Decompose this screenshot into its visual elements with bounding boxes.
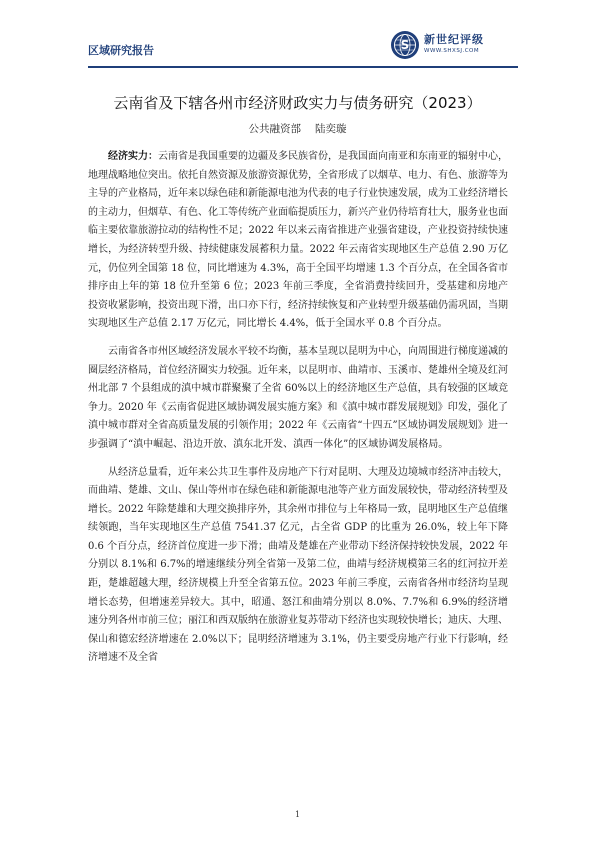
report-title: 云南省及下辖各州市经济财政实力与债务研究（2023） (113, 94, 482, 112)
logo-globe-icon (390, 30, 420, 60)
logo-url: WWW.SHXSJ.COM (424, 48, 480, 54)
paragraph-regional-pattern (88, 343, 508, 455)
author-department: 公共融资部 (248, 123, 301, 135)
company-logo (390, 28, 518, 64)
author-name: 陆奕璇 (315, 123, 347, 135)
paragraph-text: 云南省各市州区域经济发展水平较不均衡，基本呈现以昆明为中心，向周围进行梯度递减的圈层经济格局，首位经济圈实力较强。近年来，以昆明市、曲靖市、玉溪市、楚雄州全境及红河州北部 7 个县组成的滇中城市群聚聚了全省 60%以上的经济地区生产总值，具有较强的区域竞争力。2020 年《云南省促进区域协调发展实施方案》和《滇中城市群发展规划》印发，强化了滇中城市群对全省高质量发展的引领作用；2022 年《云南省“十四五”区域协调发展规划》进一步强调了“滇中崛起、沿边开放、滇东北开发、滇西一体化”的区域协调发展格局。 (88, 345, 508, 450)
paragraph-economic-strength (88, 148, 508, 334)
paragraph-text: 从经济总量看，近年来公共卫生事件及房地产下行对昆明、大理及边境城市经济冲击较大，而曲靖、楚雄、文山、保山等州市在绿色硅和新能源电池等产业方面发展较快，带动经济转型及增长。2022 年除楚雄和大理交换排序外，其余州市排位与上年格局一致，昆明地区生产总值继续领跑，当年实现地区生产总值 7541.37 亿元，占全省 GDP 的比重为 26.0%，较上年下降 0.6 个百分点，经济首位度进一步下滑；曲靖及楚雄在产业带动下经济保持较快发展，2022 年分别以 8.1%和 6.7%的增速继续分列全省第一及第二位，曲靖与经济规模第三名的红河拉开差距，楚雄超越大理，经济规模上升至全省第五位。2023 年前三季度，云南省各州市经济均呈现增长态势，但增速差异较大。其中，昭通、怒江和曲靖分别以 8.0%、7.7%和 6.9%的经济增速分列各州市前三位；丽江和西双版纳在旅游业复苏带动下经济也实现较快增长；迪庆、大理、保山和德宏经济增速在 2.0%以下；昆明经济增速为 3.1%，仍主要受房地产行业下行影响，经济增速不及全省 (88, 466, 508, 664)
page-number: 1 (294, 810, 301, 819)
author-line (0, 121, 595, 136)
header-divider (88, 66, 518, 68)
paragraph-economic-scale (88, 464, 508, 669)
report-header (88, 28, 518, 64)
paragraph-lead: 经济实力： (108, 151, 158, 162)
report-body (88, 148, 508, 677)
logo-name: 新世纪评级 (424, 33, 484, 46)
section-title: 区域研究报告 (88, 44, 154, 57)
svg-text:S: S (400, 38, 410, 52)
paragraph-text: 云南省是我国重要的边疆及多民族省份，是我国面向南亚和东南亚的辐射中心，地理战略地位突出。依托自然资源及旅游资源优势，全省形成了以烟草、电力、有色、旅游等为主导的产业格局，近年来以绿色硅和新能源电池为代表的电子行业快速发展，成为工业经济增长的主动力，但烟草、有色、化工等传统产业面临提质压力，新兴产业仍待培育壮大，服务业也面临主要依靠旅游拉动的结构性不足；2022 年以来云南省推进产业强省建设，产业投资持续快速增长，为经济转型升级、持续健康发展蓄积力量。2022 年云南省实现地区生产总值 2.90 万亿元，仍位列全国第 18 位，同比增速为 4.3%，高于全国平均增速 1.3 个百分点，在全国各省市排序由上年的第 18 位升至第 6 位；2023 年前三季度，全省消费持续回升，受基建和房地产投资收紧影响，投资出现下滑，出口亦下行，经济持续恢复和产业转型升级基础仍需巩固，当期实现地区生产总值 2.17 万亿元，同比增长 4.4%，低于全国水平 0.8 个百分点。 (88, 151, 508, 330)
